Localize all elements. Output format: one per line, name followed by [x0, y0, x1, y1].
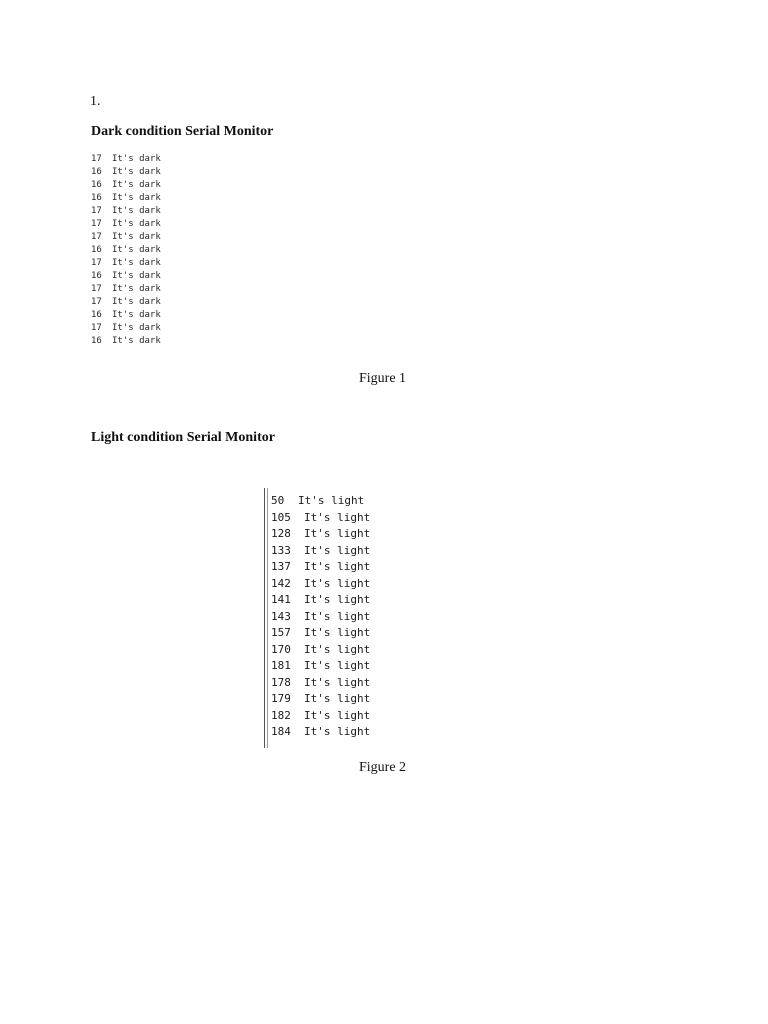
light-log-row: [271, 543, 370, 560]
dark-log-reading-value: 16: [91, 271, 102, 281]
light-log-reading-text: It's light: [304, 626, 371, 639]
light-log-row: [271, 691, 370, 708]
light-log-row: [271, 724, 370, 741]
light-log-reading-text: It's light: [304, 642, 371, 656]
dark-log-row: [91, 322, 161, 335]
dark-log-reading-text: It's dark: [112, 232, 161, 242]
dark-log-reading-text: It's dark: [112, 167, 161, 177]
dark-log-reading-text: It's dark: [112, 323, 161, 333]
dark-log-row: [91, 283, 161, 296]
dark-log-reading-value: 17: [91, 154, 102, 164]
light-log-row: [271, 625, 370, 642]
dark-log-row: [91, 244, 161, 257]
light-log-reading-value: 141: [271, 593, 291, 606]
light-log-reading-text: It's light: [304, 510, 371, 524]
dark-log-reading-value: 16: [91, 336, 102, 346]
light-log-row: [271, 493, 370, 510]
light-log-reading-text: It's light: [304, 675, 371, 689]
dark-log-reading-text: It's dark: [112, 219, 161, 229]
light-log-reading-value: 157: [271, 626, 291, 639]
light-log-reading-value: 133: [271, 543, 291, 557]
light-log-reading-value: 143: [271, 609, 291, 623]
dark-log-reading-text: It's dark: [112, 245, 161, 255]
light-serial-monitor-output: [271, 493, 370, 741]
dark-log-reading-text: It's dark: [112, 154, 161, 164]
dark-log-reading-value: 17: [91, 258, 102, 268]
light-log-row: [271, 559, 370, 576]
dark-log-reading-value: 16: [91, 193, 102, 203]
dark-log-row: [91, 205, 161, 218]
dark-log-reading-text: It's dark: [112, 336, 161, 346]
light-log-reading-value: 170: [271, 642, 291, 656]
dark-log-reading-text: It's dark: [112, 284, 161, 294]
dark-log-reading-value: 17: [91, 297, 102, 307]
dark-serial-monitor-output: [91, 153, 161, 348]
dark-log-row: [91, 296, 161, 309]
light-log-reading-text: It's light: [304, 609, 371, 623]
light-log-reading-text: It's light: [304, 593, 371, 606]
light-log-row: [271, 675, 370, 692]
light-log-row: [271, 609, 370, 626]
dark-log-reading-text: It's dark: [112, 180, 161, 190]
dark-log-row: [91, 270, 161, 283]
dark-log-reading-value: 16: [91, 167, 102, 177]
dark-log-row: [91, 257, 161, 270]
light-log-reading-text: It's light: [304, 692, 371, 705]
dark-log-reading-text: It's dark: [112, 271, 161, 281]
dark-log-reading-value: 16: [91, 245, 102, 255]
light-condition-heading: Light condition Serial Monitor: [91, 430, 275, 445]
light-log-reading-text: It's light: [304, 659, 371, 672]
light-log-reading-value: 128: [271, 527, 291, 540]
figure-2-caption: Figure 2: [359, 760, 407, 775]
light-log-row: [271, 642, 370, 659]
light-log-reading-text: It's light: [304, 543, 371, 557]
dark-log-reading-text: It's dark: [112, 193, 161, 203]
light-log-reading-text: It's light: [304, 725, 371, 738]
light-log-row: [271, 708, 370, 725]
dark-log-reading-value: 16: [91, 310, 102, 320]
dark-log-row: [91, 231, 161, 244]
dark-log-row: [91, 218, 161, 231]
dark-condition-heading: Dark condition Serial Monitor: [91, 124, 274, 139]
dark-log-reading-text: It's dark: [112, 206, 161, 216]
light-log-row: [271, 510, 370, 527]
dark-log-reading-text: It's dark: [112, 310, 161, 320]
dark-log-reading-text: It's dark: [112, 258, 161, 268]
dark-log-reading-value: 17: [91, 323, 102, 333]
light-log-reading-value: 184: [271, 725, 291, 738]
light-log-reading-value: 50: [271, 494, 285, 507]
light-log-reading-value: 181: [271, 659, 291, 672]
dark-log-reading-value: 17: [91, 206, 102, 216]
dark-log-row: [91, 192, 161, 205]
dark-log-reading-value: 17: [91, 284, 102, 294]
dark-log-reading-value: 17: [91, 232, 102, 242]
dark-log-row: [91, 179, 161, 192]
light-log-reading-text: It's light: [304, 708, 371, 722]
page-number: 1.: [90, 94, 101, 109]
light-log-reading-value: 105: [271, 510, 291, 524]
dark-log-row: [91, 309, 161, 322]
light-log-row: [271, 592, 370, 609]
light-log-reading-text: It's light: [304, 560, 371, 573]
light-log-reading-text: It's light: [304, 527, 371, 540]
dark-log-row: [91, 166, 161, 179]
light-log-reading-value: 182: [271, 708, 291, 722]
dark-log-reading-value: 17: [91, 219, 102, 229]
dark-log-reading-text: It's dark: [112, 297, 161, 307]
light-log-row: [271, 658, 370, 675]
light-log-reading-text: It's light: [298, 494, 365, 507]
light-log-row: [271, 526, 370, 543]
light-log-reading-value: 179: [271, 692, 291, 705]
dark-log-row: [91, 153, 161, 166]
dark-log-row: [91, 335, 161, 348]
light-log-reading-value: 142: [271, 576, 291, 590]
light-log-row: [271, 576, 370, 593]
figure-1-caption: Figure 1: [359, 371, 407, 386]
light-log-reading-value: 178: [271, 675, 291, 689]
light-log-reading-text: It's light: [304, 576, 371, 590]
dark-log-reading-value: 16: [91, 180, 102, 190]
light-log-reading-value: 137: [271, 560, 291, 573]
light-serial-monitor: [264, 488, 415, 748]
